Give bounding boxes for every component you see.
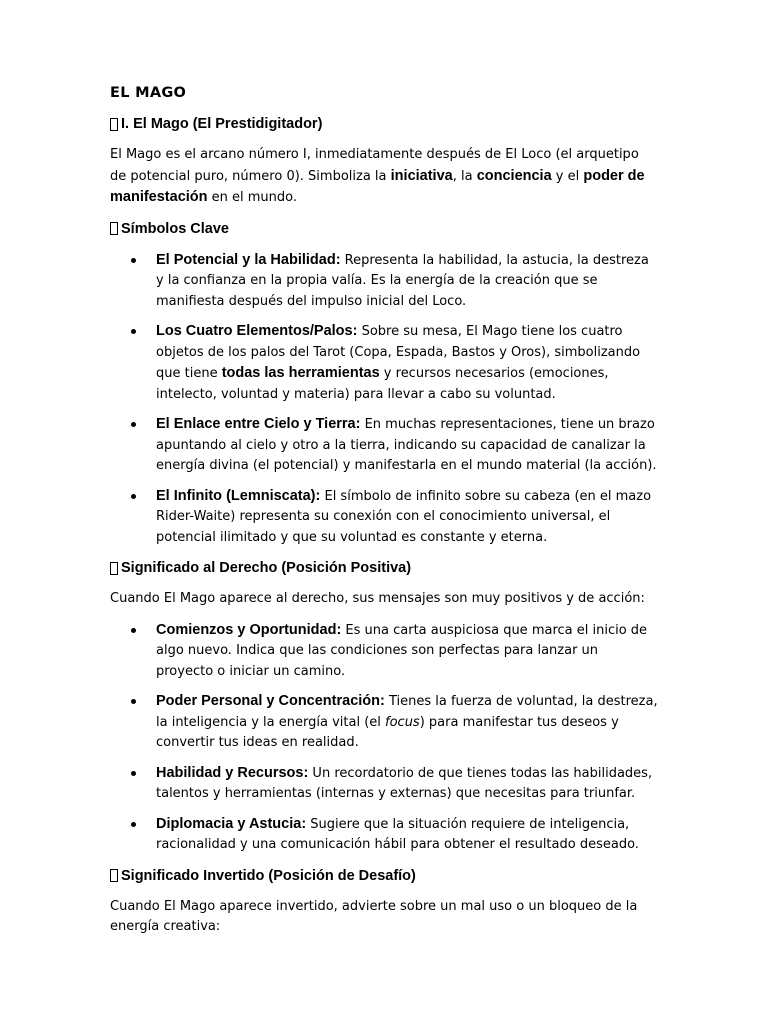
paragraph-text: y el [551,168,584,184]
bullet-icon [131,329,136,334]
bold-term: conciencia [476,167,552,184]
bullet-icon [131,822,136,827]
list-item [110,691,658,754]
missing-glyph-icon [110,222,118,235]
derecho-list [110,620,658,856]
item-title: Habilidad y Recursos: [156,764,309,781]
document-body [110,82,658,948]
section-heading-el-mago [110,114,658,134]
item-text: Es una carta auspiciosa que marca el inicio de algo nuevo. Indica que las condiciones son perfectas para lanzar un proyecto o iniciar un camino. [156,622,648,679]
section-heading-invertido [110,866,658,886]
bullet-icon [131,771,136,776]
item-title: El Enlace entre Cielo y Tierra: [156,416,361,432]
item-text: Sobre su mesa, El Mago tiene los cuatro objetos de los palos del Tarot (Copa, Espada, Bastos y Oros), simbolizando que tiene [156,324,641,381]
item-text: Representa la habilidad, la astucia, la destreza y la confianza en la propia valía. Es la energía de la creación que se manifiesta después del impulso inicial del Loco. [156,252,649,309]
derecho-intro: Cuando El Mago aparece al derecho, sus mensajes son muy positivos y de acción: [110,591,645,606]
list-item [110,414,658,477]
item-text: Tienes la fuerza de voluntad, la destreza, la inteligencia y la energía vital (el [156,694,658,730]
item-title: Comienzos y Oportunidad: [156,621,342,638]
simbolos-list [110,250,658,549]
item-title: El Infinito (Lemniscata): [156,487,321,504]
italic-term: focus [385,714,420,730]
document-title: EL MAGO [110,85,187,101]
intro-paragraph [110,145,658,209]
section-heading-text: Símbolos Clave [121,220,229,237]
section-heading-text: Significado al Derecho (Posición Positiva) [121,560,412,576]
item-text: Un recordatorio de que tienes todas las habilidades, talentos y herramientas (internas y externas) que necesitas para triunfar. [156,765,653,801]
bullet-icon [131,258,136,263]
bullet-icon [131,422,136,427]
item-title: Poder Personal y Concentración: [156,693,385,709]
invertido-intro: Cuando El Mago aparece invertido, advierte sobre un mal uso o un bloqueo de la energía creativa: [110,898,638,934]
section-heading-derecho [110,558,658,578]
item-text: En muchas representaciones, tiene un brazo apuntando al cielo y otro a la tierra, indicando su capacidad de canalizar la energía divina (el potencial) y manifestarla en el mundo material (la acción). [156,417,657,473]
item-text: y recursos necesarios (emociones, intelecto, voluntad y materia) para llevar a cabo su voluntad. [156,366,609,402]
bold-term: todas las herramientas [221,365,380,381]
item-title: Los Cuatro Elementos/Palos: [156,323,358,339]
paragraph-text: El Mago es el arcano número I, inmediatamente después de El Loco (el arquetipo de potencial puro, número 0). Simboliza la [110,147,639,184]
section-heading-text: I. El Mago (El Prestidigitador) [121,116,323,132]
missing-glyph-icon [110,118,118,131]
section-heading-simbolos [110,219,658,239]
item-text: El símbolo de infinito sobre su cabeza (en el mazo Rider-Waite) representa su conexión con el conocimiento universal, el potencial ilimitado y que su voluntad es constante y eterna. [156,488,652,545]
list-item [110,814,658,856]
bullet-icon [131,494,136,499]
paragraph-text: en el mundo. [207,190,297,205]
item-title: El Potencial y la Habilidad: [156,251,341,268]
bold-term: iniciativa [390,167,453,184]
item-text: ) para manifestar tus deseos y convertir tus ideas en realidad. [156,714,619,750]
list-item [110,763,658,805]
bullet-icon [131,699,136,704]
bold-term: poder de manifestación [110,167,645,205]
list-item [110,620,658,683]
list-item [110,250,658,313]
list-item [110,486,658,549]
list-item [110,321,658,405]
item-title: Diplomacia y Astucia: [156,815,307,832]
bullet-icon [131,628,136,633]
paragraph-text: , la [452,168,477,184]
missing-glyph-icon [110,869,118,882]
item-text: Sugiere que la situación requiere de inteligencia, racionalidad y una comunicación hábil para obtener el resultado deseado. [156,816,639,852]
missing-glyph-icon [110,562,118,575]
section-heading-text: Significado Invertido (Posición de Desafío) [121,867,416,884]
